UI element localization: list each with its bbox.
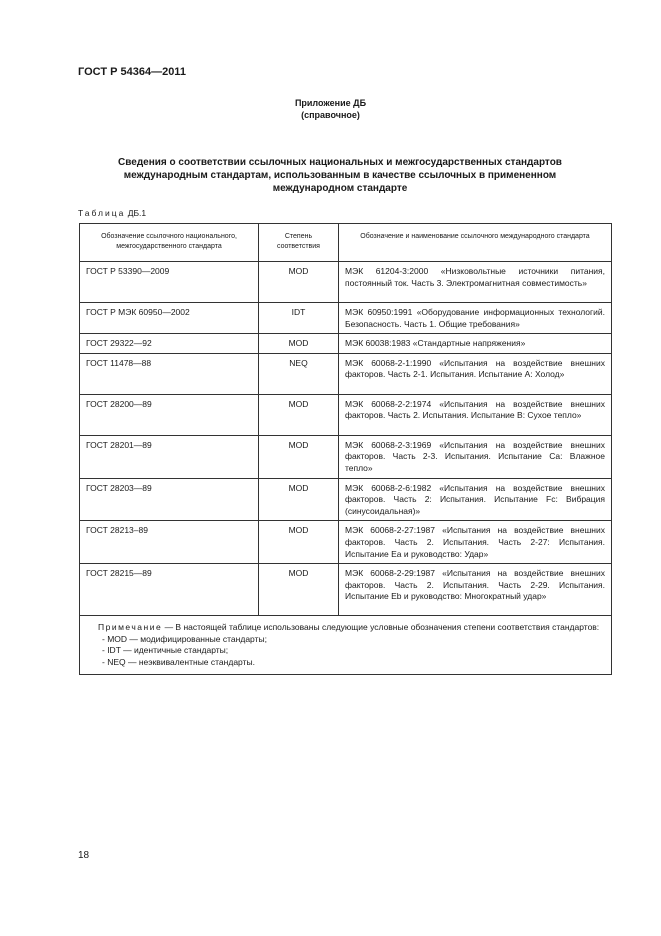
cell-degree: NEQ — [259, 353, 339, 394]
table-row — [80, 394, 612, 435]
table-caption — [78, 208, 146, 218]
cell-international: МЭК 60068-2-6:1982 «Испытания на воздействие внешних факторов. Часть 2: Испытания. Испытание Fc: Вибрация (синусоидальная)» — [339, 478, 612, 521]
cell-international: МЭК 60038:1983 «Стандартные напряжения» — [339, 334, 612, 354]
note-item: - NEQ — неэквивалентные стандарты. — [102, 656, 255, 667]
column-header-standard: Обозначение ссылочного национального, межгосударственного стандарта — [80, 224, 259, 262]
cell-degree: IDT — [259, 303, 339, 334]
table-row — [80, 303, 612, 334]
heading-line: международным стандартам, использованным в качестве ссылочных в примененном — [123, 170, 557, 181]
section-heading — [90, 156, 590, 195]
cell-international: МЭК 60068-2-2:1974 «Испытания на воздействие внешних факторов. Часть 2. Испытания. Испытание В: Сухое тепло» — [339, 394, 612, 435]
page-number: 18 — [78, 850, 90, 861]
cell-standard: ГОСТ 28200—89 — [80, 394, 259, 435]
cell-degree: MOD — [259, 521, 339, 564]
cell-standard: ГОСТ Р МЭК 60950—2002 — [80, 303, 259, 334]
cell-degree: MOD — [259, 564, 339, 616]
cell-degree: MOD — [259, 394, 339, 435]
cell-standard: ГОСТ 28201—89 — [80, 435, 259, 478]
cell-standard: ГОСТ 11478—88 — [80, 353, 259, 394]
cell-international: МЭК 60950:1991 «Оборудование информационных технологий. Безопасность. Часть 1. Общие требования» — [339, 303, 612, 334]
table-row — [80, 564, 612, 616]
note-label: Примечание — [98, 622, 163, 633]
cell-standard: ГОСТ 28215—89 — [80, 564, 259, 616]
cell-standard: ГОСТ Р 53390—2009 — [80, 262, 259, 303]
table-row — [80, 262, 612, 303]
cell-degree: MOD — [259, 334, 339, 354]
table-row — [80, 478, 612, 521]
table-row — [80, 353, 612, 394]
cell-degree: MOD — [259, 435, 339, 478]
table-row — [80, 521, 612, 564]
cell-standard: ГОСТ 28203—89 — [80, 478, 259, 521]
note-item: - MOD — модифицированные стандарты; — [102, 633, 267, 644]
appendix-title-block — [0, 97, 661, 121]
heading-line: Сведения о соответствии ссылочных национальных и межгосударственных стандартов — [118, 157, 562, 168]
cell-international: МЭК 60068-2-3:1969 «Испытания на воздействие внешних факторов. Часть 2-3. Испытания. Испытание Са: Влажное тепло» — [339, 435, 612, 478]
table-row — [80, 334, 612, 354]
heading-line: международном стандарте — [272, 183, 408, 194]
cell-international: МЭК 61204-3:2000 «Низковольтные источники питания, постоянный ток. Часть 3. Электромагнитная совместимость» — [339, 262, 612, 303]
cell-international: МЭК 60068-2-29:1987 «Испытания на воздействие внешних факторов. Часть 2. Испытания. Часть 2-29. Испытания. Испытание Eb и руководство: Многократный удар» — [339, 564, 612, 616]
cell-standard: ГОСТ 28213–89 — [80, 521, 259, 564]
cell-degree: MOD — [259, 262, 339, 303]
note-intro — [98, 622, 603, 634]
cell-international: МЭК 60068-2-1:1990 «Испытания на воздействие внешних факторов. Часть 2-1. Испытания. Испытание А: Холод» — [339, 353, 612, 394]
cell-degree: MOD — [259, 478, 339, 521]
column-header-international: Обозначение и наименование ссылочного международного стандарта — [339, 224, 612, 262]
appendix-subtitle: (справочное) — [301, 110, 360, 120]
table-caption-id: ДБ.1 — [127, 208, 147, 218]
note-item: - IDT — идентичные стандарты; — [102, 645, 229, 656]
table-note-row — [80, 616, 612, 674]
table-row — [80, 435, 612, 478]
document-code: ГОСТ Р 54364—2011 — [78, 66, 186, 78]
column-header-degree: Степень соответствия — [259, 224, 339, 262]
table-note — [80, 616, 612, 674]
cell-international: МЭК 60068-2-27:1987 «Испытания на воздействие внешних факторов. Часть 2. Испытания. Часть 2-27: Испытания. Испытание Еа и руководство: Удар» — [339, 521, 612, 564]
correspondence-table — [79, 223, 612, 675]
table-caption-word: Таблица — [78, 208, 126, 218]
note-text: — В настоящей таблице использованы следующие условные обозначения степени соответствия стандартов: — [162, 622, 600, 633]
appendix-title: Приложение ДБ — [294, 98, 367, 108]
table-header-row — [80, 224, 612, 262]
cell-standard: ГОСТ 29322—92 — [80, 334, 259, 354]
